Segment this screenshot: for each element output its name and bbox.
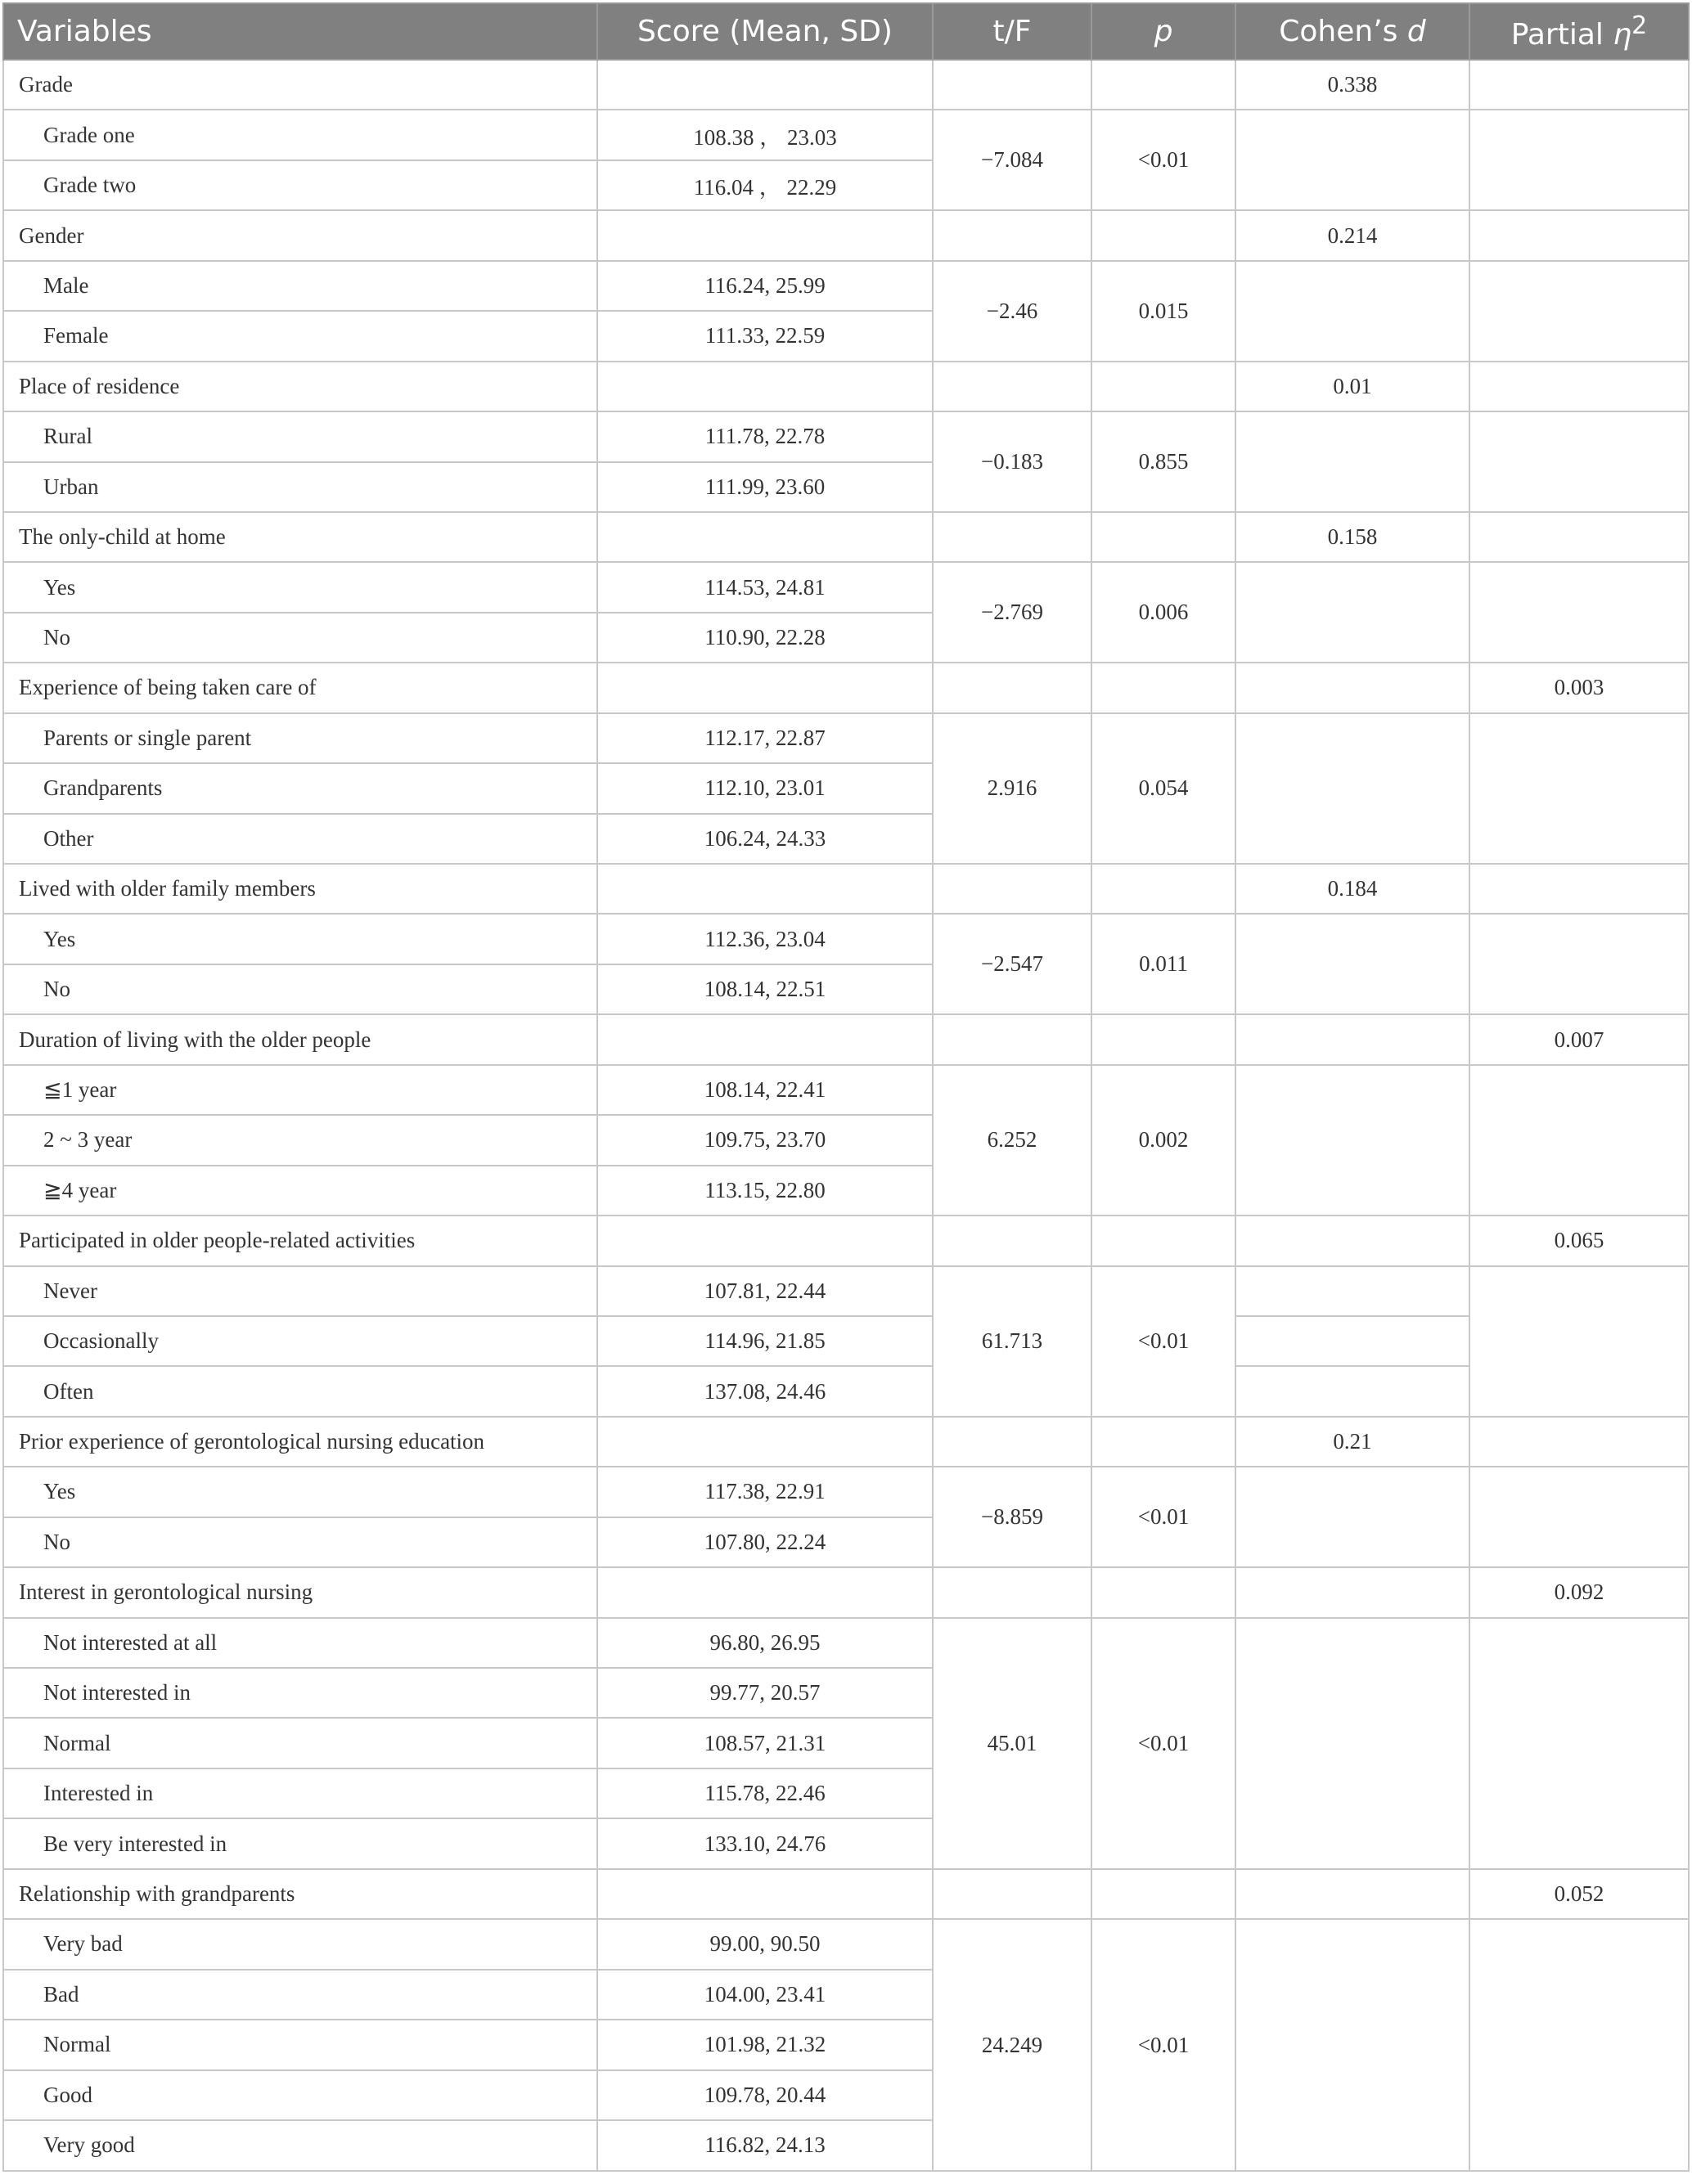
table-row xyxy=(3,261,1689,311)
category-label: Very good xyxy=(3,2120,597,2171)
cohens-d-cell xyxy=(1235,1216,1469,1265)
score-cell: 109.75, 23.70 xyxy=(597,1115,933,1165)
tf-value: 45.01 xyxy=(933,1618,1091,1869)
cohens-d-cell xyxy=(1235,411,1469,512)
cohens-d-cell xyxy=(1235,1014,1469,1064)
cohens-d-cell xyxy=(1235,1316,1469,1366)
score-cell: 108.38 ， 23.03 xyxy=(597,110,933,160)
cohens-d-cell xyxy=(1235,1919,1469,2171)
group-row xyxy=(3,1417,1689,1467)
partial-eta-cell xyxy=(1469,1467,1689,1567)
p-value: 0.855 xyxy=(1091,411,1235,512)
score-cell: 106.24, 24.33 xyxy=(597,814,933,864)
group-row xyxy=(3,210,1689,260)
tf-value: −2.46 xyxy=(933,261,1091,362)
table-row xyxy=(3,1618,1689,1668)
score-cell xyxy=(597,1216,933,1265)
score-cell: 104.00, 23.41 xyxy=(597,1970,933,2020)
cohens-d-cell xyxy=(1235,663,1469,712)
p-cell xyxy=(1091,1216,1235,1265)
score-cell: 111.78, 22.78 xyxy=(597,411,933,461)
p-cell xyxy=(1091,1014,1235,1064)
variable-label: Participated in older people-related activities xyxy=(3,1216,597,1265)
category-label: Never xyxy=(3,1266,597,1316)
p-cell xyxy=(1091,362,1235,411)
category-label: Interested in xyxy=(3,1768,597,1818)
category-label: No xyxy=(3,613,597,663)
score-cell: 110.90, 22.28 xyxy=(597,613,933,663)
score-cell: 111.99, 23.60 xyxy=(597,462,933,512)
statistics-table xyxy=(2,2,1690,2172)
score-cell: 137.08, 24.46 xyxy=(597,1366,933,1416)
header-p-symbol: p xyxy=(1154,15,1173,48)
group-row xyxy=(3,1567,1689,1617)
table-header xyxy=(3,3,1689,60)
partial-eta-cell xyxy=(1469,512,1689,562)
p-cell xyxy=(1091,663,1235,712)
header-partial-label: Partial xyxy=(1510,18,1613,52)
table-row xyxy=(3,1266,1689,1316)
category-label: Grade one xyxy=(3,110,597,160)
tf-cell xyxy=(933,663,1091,712)
tf-cell xyxy=(933,864,1091,914)
p-value: 0.006 xyxy=(1091,562,1235,663)
p-cell xyxy=(1091,60,1235,110)
category-label: Male xyxy=(3,261,597,311)
category-label: Normal xyxy=(3,2020,597,2069)
score-cell: 113.15, 22.80 xyxy=(597,1166,933,1216)
category-label: ≦1 year xyxy=(3,1065,597,1115)
table-row xyxy=(3,1316,1689,1366)
score-cell: 111.33, 22.59 xyxy=(597,311,933,361)
header-cohens-d xyxy=(1235,3,1469,60)
score-cell: 101.98, 21.32 xyxy=(597,2020,933,2069)
cohens-d-cell xyxy=(1235,1618,1469,1869)
score-cell: 112.10, 23.01 xyxy=(597,763,933,813)
category-label: Good xyxy=(3,2070,597,2120)
p-value: 0.002 xyxy=(1091,1065,1235,1216)
partial-eta-cell xyxy=(1469,562,1689,663)
score-cell: 108.14, 22.51 xyxy=(597,964,933,1014)
p-value: 0.054 xyxy=(1091,713,1235,864)
cohens-d-cell: 0.214 xyxy=(1235,210,1469,260)
variable-label: Gender xyxy=(3,210,597,260)
category-label: Bad xyxy=(3,1970,597,2020)
p-value: <0.01 xyxy=(1091,1919,1235,2171)
cohens-d-cell: 0.21 xyxy=(1235,1417,1469,1467)
group-row xyxy=(3,362,1689,411)
tf-cell xyxy=(933,362,1091,411)
tf-value: 6.252 xyxy=(933,1065,1091,1216)
tf-cell xyxy=(933,1216,1091,1265)
partial-eta-cell xyxy=(1469,60,1689,110)
variable-label: Experience of being taken care of xyxy=(3,663,597,712)
score-cell xyxy=(597,1869,933,1919)
table-row xyxy=(3,562,1689,612)
p-value: 0.015 xyxy=(1091,261,1235,362)
p-cell xyxy=(1091,1869,1235,1919)
variable-label: Duration of living with the older people xyxy=(3,1014,597,1064)
p-value: <0.01 xyxy=(1091,1618,1235,1869)
partial-eta-cell xyxy=(1469,864,1689,914)
header-eta-superscript: 2 xyxy=(1631,11,1648,40)
cohens-d-cell: 0.338 xyxy=(1235,60,1469,110)
partial-eta-cell xyxy=(1469,1065,1689,1216)
p-cell xyxy=(1091,210,1235,260)
score-cell: 116.04 ， 22.29 xyxy=(597,160,933,210)
tf-value: −2.547 xyxy=(933,914,1091,1014)
tf-cell xyxy=(933,60,1091,110)
p-value: <0.01 xyxy=(1091,1266,1235,1417)
header-score: Score (Mean, SD) xyxy=(597,3,933,60)
tf-cell xyxy=(933,1417,1091,1467)
category-label: Rural xyxy=(3,411,597,461)
partial-eta-cell: 0.065 xyxy=(1469,1216,1689,1265)
category-label: Grade two xyxy=(3,160,597,210)
variable-label: Interest in gerontological nursing xyxy=(3,1567,597,1617)
variable-label: Grade xyxy=(3,60,597,110)
header-cohens-label: Cohen’s xyxy=(1279,15,1407,48)
partial-eta-cell xyxy=(1469,110,1689,210)
score-cell xyxy=(597,60,933,110)
tf-value: −0.183 xyxy=(933,411,1091,512)
category-label: Other xyxy=(3,814,597,864)
header-d-symbol: d xyxy=(1406,15,1426,48)
variable-label: Lived with older family members xyxy=(3,864,597,914)
category-label: Urban xyxy=(3,462,597,512)
partial-eta-cell: 0.007 xyxy=(1469,1014,1689,1064)
category-label: Not interested in xyxy=(3,1668,597,1718)
cohens-d-cell: 0.158 xyxy=(1235,512,1469,562)
tf-value: 61.713 xyxy=(933,1266,1091,1417)
score-cell: 114.96, 21.85 xyxy=(597,1316,933,1366)
score-cell xyxy=(597,663,933,712)
cohens-d-cell xyxy=(1235,1567,1469,1617)
score-cell xyxy=(597,1567,933,1617)
partial-eta-cell xyxy=(1469,1919,1689,2171)
group-row xyxy=(3,1014,1689,1064)
score-cell xyxy=(597,210,933,260)
tf-value: 2.916 xyxy=(933,713,1091,864)
score-cell: 112.36, 23.04 xyxy=(597,914,933,964)
score-cell: 115.78, 22.46 xyxy=(597,1768,933,1818)
score-cell: 117.38, 22.91 xyxy=(597,1467,933,1517)
table-row xyxy=(3,110,1689,160)
cohens-d-cell xyxy=(1235,1869,1469,1919)
partial-eta-cell: 0.052 xyxy=(1469,1869,1689,1919)
partial-eta-cell xyxy=(1469,1618,1689,1869)
tf-cell xyxy=(933,1014,1091,1064)
category-label: Not interested at all xyxy=(3,1618,597,1668)
cohens-d-cell xyxy=(1235,261,1469,362)
category-label: Grandparents xyxy=(3,763,597,813)
tf-cell xyxy=(933,1869,1091,1919)
tf-cell xyxy=(933,210,1091,260)
p-value: <0.01 xyxy=(1091,110,1235,210)
category-label: ≧4 year xyxy=(3,1166,597,1216)
category-label: Yes xyxy=(3,562,597,612)
score-cell xyxy=(597,1417,933,1467)
category-label: Female xyxy=(3,311,597,361)
category-label: 2 ~ 3 year xyxy=(3,1115,597,1165)
category-label: No xyxy=(3,1517,597,1567)
category-label: Often xyxy=(3,1366,597,1416)
header-eta-symbol: η xyxy=(1613,18,1632,52)
table-body xyxy=(3,60,1689,2171)
tf-cell xyxy=(933,1567,1091,1617)
cohens-d-cell xyxy=(1235,1065,1469,1216)
score-cell: 114.53, 24.81 xyxy=(597,562,933,612)
cohens-d-cell xyxy=(1235,1266,1469,1316)
tf-value: −8.859 xyxy=(933,1467,1091,1567)
p-cell xyxy=(1091,1417,1235,1467)
p-value: 0.011 xyxy=(1091,914,1235,1014)
cohens-d-cell xyxy=(1235,562,1469,663)
partial-eta-cell xyxy=(1469,1266,1689,1417)
p-value: <0.01 xyxy=(1091,1467,1235,1567)
p-cell xyxy=(1091,512,1235,562)
partial-eta-cell xyxy=(1469,914,1689,1014)
score-cell xyxy=(597,512,933,562)
table-row xyxy=(3,1065,1689,1115)
score-cell: 116.82, 24.13 xyxy=(597,2120,933,2171)
cohens-d-cell: 0.01 xyxy=(1235,362,1469,411)
table-row xyxy=(3,713,1689,763)
partial-eta-cell: 0.003 xyxy=(1469,663,1689,712)
score-cell: 99.77, 20.57 xyxy=(597,1668,933,1718)
partial-eta-cell xyxy=(1469,362,1689,411)
tf-value: −2.769 xyxy=(933,562,1091,663)
score-cell: 96.80, 26.95 xyxy=(597,1618,933,1668)
partial-eta-cell xyxy=(1469,713,1689,864)
header-partial-eta xyxy=(1469,3,1689,60)
score-cell xyxy=(597,362,933,411)
cohens-d-cell: 0.184 xyxy=(1235,864,1469,914)
p-cell xyxy=(1091,1567,1235,1617)
score-cell: 133.10, 24.76 xyxy=(597,1818,933,1868)
variable-label: Place of residence xyxy=(3,362,597,411)
category-label: Occasionally xyxy=(3,1316,597,1366)
score-cell: 108.57, 21.31 xyxy=(597,1718,933,1768)
header-row xyxy=(3,3,1689,60)
category-label: Parents or single parent xyxy=(3,713,597,763)
category-label: Normal xyxy=(3,1718,597,1768)
score-cell: 107.80, 22.24 xyxy=(597,1517,933,1567)
score-cell: 116.24, 25.99 xyxy=(597,261,933,311)
group-row xyxy=(3,1216,1689,1265)
partial-eta-cell xyxy=(1469,411,1689,512)
variable-label: Relationship with grandparents xyxy=(3,1869,597,1919)
category-label: Yes xyxy=(3,1467,597,1517)
group-row xyxy=(3,60,1689,110)
score-cell: 108.14, 22.41 xyxy=(597,1065,933,1115)
p-cell xyxy=(1091,864,1235,914)
score-cell: 107.81, 22.44 xyxy=(597,1266,933,1316)
category-label: No xyxy=(3,964,597,1014)
table-row xyxy=(3,1366,1689,1416)
cohens-d-cell xyxy=(1235,914,1469,1014)
category-label: Yes xyxy=(3,914,597,964)
cohens-d-cell xyxy=(1235,1467,1469,1567)
partial-eta-cell: 0.092 xyxy=(1469,1567,1689,1617)
header-p xyxy=(1091,3,1235,60)
header-tf: t/F xyxy=(933,3,1091,60)
tf-value: 24.249 xyxy=(933,1919,1091,2171)
partial-eta-cell xyxy=(1469,1417,1689,1467)
header-variables: Variables xyxy=(3,3,597,60)
partial-eta-cell xyxy=(1469,261,1689,362)
score-cell: 99.00, 90.50 xyxy=(597,1919,933,1969)
group-row xyxy=(3,864,1689,914)
table-row xyxy=(3,914,1689,964)
variable-label: Prior experience of gerontological nursing education xyxy=(3,1417,597,1467)
score-cell: 109.78, 20.44 xyxy=(597,2070,933,2120)
variable-label: The only-child at home xyxy=(3,512,597,562)
tf-cell xyxy=(933,512,1091,562)
cohens-d-cell xyxy=(1235,1366,1469,1416)
category-label: Very bad xyxy=(3,1919,597,1969)
cohens-d-cell xyxy=(1235,110,1469,210)
score-cell xyxy=(597,864,933,914)
table-row xyxy=(3,411,1689,461)
score-cell: 112.17, 22.87 xyxy=(597,713,933,763)
cohens-d-cell xyxy=(1235,713,1469,864)
table-row xyxy=(3,1467,1689,1517)
group-row xyxy=(3,512,1689,562)
tf-value: −7.084 xyxy=(933,110,1091,210)
group-row xyxy=(3,663,1689,712)
category-label: Be very interested in xyxy=(3,1818,597,1868)
group-row xyxy=(3,1869,1689,1919)
score-cell xyxy=(597,1014,933,1064)
partial-eta-cell xyxy=(1469,210,1689,260)
table-row xyxy=(3,1919,1689,1969)
